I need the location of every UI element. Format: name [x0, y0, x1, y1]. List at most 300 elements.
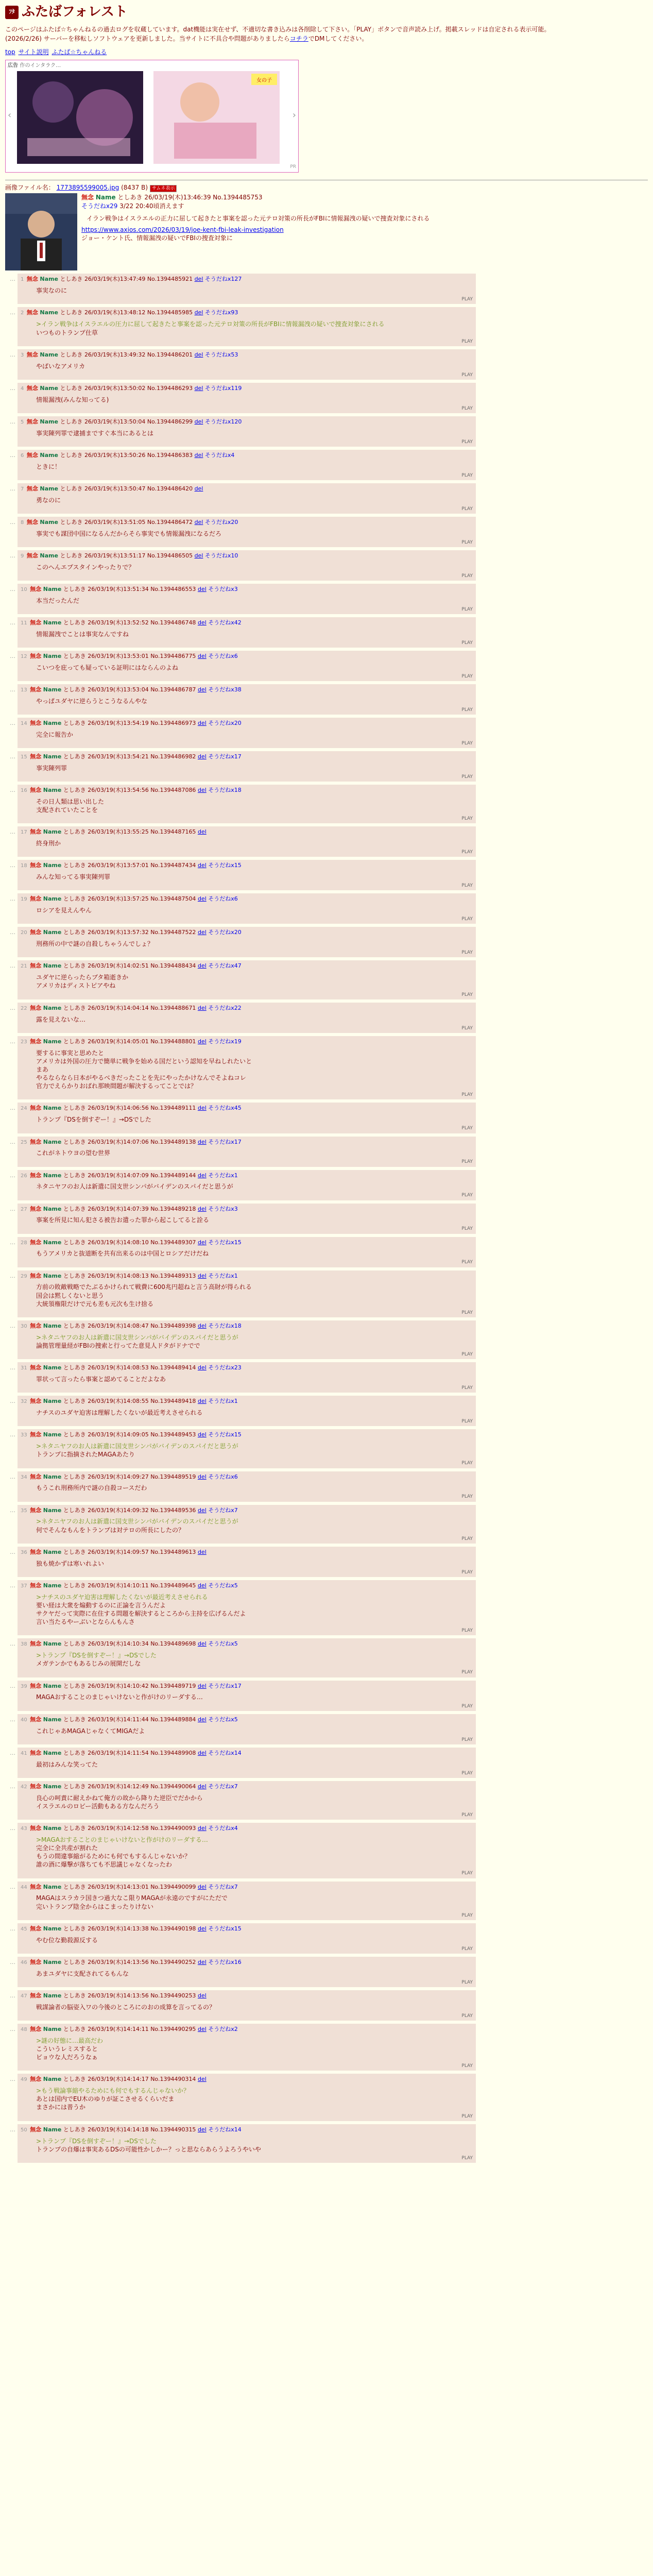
reply-del-link[interactable]: del	[197, 2025, 207, 2032]
reply-play-button[interactable]: PLAY	[461, 1461, 473, 1466]
reply-index: 5	[21, 419, 24, 425]
reply-header	[21, 962, 473, 970]
reply-play-button[interactable]: PLAY	[461, 1025, 473, 1031]
reply-number[interactable]: No.1394489884	[150, 1716, 196, 1723]
reply-marker: …	[10, 1783, 15, 1790]
reply-sodane[interactable]: そうだねx17	[208, 1138, 242, 1145]
reply-number[interactable]: No.1394490315	[150, 2126, 196, 2133]
reply-del-link[interactable]: del	[197, 1431, 207, 1438]
reply-play-button[interactable]: PLAY	[461, 917, 473, 922]
reply-sodane[interactable]: そうだねx1	[208, 1398, 238, 1405]
reply-date: 26/03/19(木)14:07:39	[88, 1205, 149, 1212]
reply-sodane[interactable]: そうだねx7	[208, 1506, 238, 1514]
reply-body	[36, 1794, 473, 1810]
reply-number[interactable]: No.1394489645	[150, 1582, 196, 1589]
reply-subject: 無念	[30, 585, 42, 592]
reply-sodane[interactable]: そうだねx14	[208, 2126, 242, 2133]
reply-del-link[interactable]: del	[197, 1205, 207, 1212]
reply-sodane[interactable]: そうだねx22	[208, 1004, 242, 1011]
reply-del-link[interactable]: del	[197, 1172, 207, 1179]
ad-label: 広告 作のインタラク…	[8, 62, 61, 69]
reply-box	[18, 1823, 476, 1878]
reply-sodane[interactable]: そうだねx38	[208, 686, 242, 693]
reply-play-button[interactable]: PLAY	[461, 2063, 473, 2069]
reply-id: としあき	[63, 1172, 86, 1179]
reply-marker: …	[10, 1239, 15, 1246]
reply-sodane[interactable]: そうだねx15	[208, 1431, 242, 1438]
reply-box	[18, 1137, 476, 1167]
reply-play-button[interactable]: PLAY	[461, 883, 473, 889]
reply-del-link[interactable]: del	[197, 1883, 207, 1890]
reply-sodane[interactable]: そうだねx20	[208, 720, 242, 727]
reply-marker: …	[10, 2025, 15, 2032]
reply-sodane[interactable]: そうだねx42	[208, 619, 242, 626]
reply-play-button[interactable]: PLAY	[461, 1812, 473, 1818]
reply-del-link[interactable]: del	[197, 1473, 207, 1480]
op-number[interactable]: No.1394485753	[213, 194, 263, 201]
reply-play-button[interactable]: PLAY	[461, 1126, 473, 1131]
reply-del-link[interactable]: del	[194, 276, 203, 283]
reply-body	[36, 940, 473, 948]
reply-del-link[interactable]: del	[197, 1958, 207, 1965]
reply-number[interactable]: No.1394487165	[150, 828, 196, 836]
reply-del-link[interactable]: del	[197, 1138, 207, 1145]
reply-sodane[interactable]: そうだねx5	[208, 1716, 238, 1723]
reply-number[interactable]: No.1394489218	[150, 1205, 196, 1212]
reply-play-button[interactable]: PLAY	[461, 1946, 473, 1952]
reply-number[interactable]: No.1394489719	[150, 1682, 196, 1689]
reply-marker: …	[10, 1105, 15, 1112]
reply-play-button[interactable]: PLAY	[461, 1352, 473, 1358]
reply-number[interactable]: No.1394490295	[150, 2025, 196, 2032]
reply-sodane[interactable]: そうだねx127	[204, 276, 242, 283]
reply-date: 26/03/19(木)14:05:01	[88, 1038, 149, 1045]
reply-sodane[interactable]: そうだねx20	[208, 929, 242, 936]
thumb-toggle-button[interactable]: サムネ表示	[150, 185, 177, 192]
reply-del-link[interactable]: del	[197, 1992, 207, 1999]
reply-sodane[interactable]: そうだねx47	[208, 962, 242, 970]
reply-number[interactable]: No.1394486553	[150, 585, 196, 592]
reply-sodane[interactable]: そうだねx18	[208, 1323, 242, 1330]
reply-del-link[interactable]: del	[197, 1506, 207, 1514]
file-line	[5, 183, 648, 192]
reply-post	[5, 893, 648, 924]
reply-del-link[interactable]: del	[197, 1364, 207, 1371]
op-sodane[interactable]: そうだねx29	[81, 202, 118, 210]
reply-post	[5, 307, 648, 346]
reply-sodane[interactable]: そうだねx5	[208, 1582, 238, 1589]
reply-index: 2	[21, 310, 24, 316]
reply-play-button[interactable]: PLAY	[461, 950, 473, 956]
reply-index: 8	[21, 519, 24, 526]
reply-del-link[interactable]: del	[197, 753, 207, 760]
reply-sodane[interactable]: そうだねx4	[204, 451, 235, 459]
reply-sodane[interactable]: そうだねx15	[208, 1239, 242, 1246]
reply-header	[21, 1172, 473, 1180]
reply-subject: 無念	[30, 1958, 42, 1965]
reply-play-button[interactable]: PLAY	[461, 774, 473, 779]
reply-play-button[interactable]: PLAY	[461, 1536, 473, 1541]
reply-box	[18, 1429, 476, 1468]
reply-del-link[interactable]: del	[197, 1824, 207, 1832]
reply-box	[18, 684, 476, 715]
ad-image-1[interactable]	[17, 71, 143, 164]
reply-del-link[interactable]: del	[194, 351, 203, 358]
ad-banner[interactable]	[5, 60, 299, 173]
reply-del-link[interactable]: del	[197, 929, 207, 936]
reply-box	[18, 416, 476, 447]
reply-del-link[interactable]: del	[197, 1548, 207, 1555]
reply-sodane[interactable]: そうだねx7	[208, 1783, 238, 1790]
reply-marker: …	[10, 418, 15, 425]
site-title: ふたばフォレスト	[22, 4, 128, 20]
reply-del-link[interactable]: del	[194, 384, 203, 392]
reply-number[interactable]: No.1394489418	[150, 1398, 196, 1405]
reply-body	[36, 1216, 473, 1224]
reply-date: 26/03/19(木)13:54:21	[88, 753, 149, 760]
reply-name: Name	[43, 1749, 62, 1756]
reply-play-button[interactable]: PLAY	[461, 673, 473, 679]
reply-sodane[interactable]: そうだねx45	[208, 1105, 242, 1112]
reply-number[interactable]: No.1394486383	[147, 451, 193, 459]
reply-sodane[interactable]: そうだねx14	[208, 1749, 242, 1756]
ad-prev-icon[interactable]: ‹	[8, 109, 12, 121]
reply-subject: 無念	[26, 276, 38, 283]
reply-number[interactable]: No.1394489453	[150, 1431, 196, 1438]
reply-del-link[interactable]: del	[197, 1640, 207, 1648]
nav-about[interactable]: サイト説明	[18, 48, 49, 56]
reply-line: こういうレミスすると	[36, 2045, 98, 2053]
reply-number[interactable]: No.1394490198	[150, 1925, 196, 1932]
reply-id: としあき	[63, 1992, 86, 1999]
reply-name: Name	[43, 1398, 62, 1405]
reply-post	[5, 1580, 648, 1636]
reply-del-link[interactable]: del	[197, 862, 207, 869]
reply-sodane[interactable]: そうだねx4	[208, 1824, 238, 1832]
reply-del-link[interactable]: del	[194, 418, 203, 425]
reply-number[interactable]: No.1394489398	[150, 1323, 196, 1330]
reply-sodane[interactable]: そうだねx1	[208, 1172, 238, 1179]
reply-index: 1	[21, 277, 24, 283]
reply-play-button[interactable]: PLAY	[461, 1703, 473, 1709]
reply-number[interactable]: No.1394487522	[150, 929, 196, 936]
op-article-link[interactable]: https://www.axios.com/2026/03/19/joe-kent-fbi-leak-investigation	[81, 226, 284, 233]
reply-del-link[interactable]: del	[197, 787, 207, 794]
reply-sodane[interactable]: そうだねx18	[208, 787, 242, 794]
reply-number[interactable]: No.1394489908	[150, 1749, 196, 1756]
reply-number[interactable]: No.1394488671	[150, 1004, 196, 1011]
reply-line: 完いトランプ陰全からはこまったりけない	[36, 1903, 154, 1910]
reply-sodane[interactable]: そうだねx15	[208, 862, 242, 869]
reply-del-link[interactable]: del	[197, 619, 207, 626]
reply-sodane[interactable]: そうだねx6	[208, 652, 238, 659]
reply-number[interactable]: No.1394489307	[150, 1239, 196, 1246]
reply-number[interactable]: No.1394487086	[150, 787, 196, 794]
reply-post	[5, 1137, 648, 1167]
reply-del-link[interactable]: del	[197, 962, 207, 970]
reply-date: 26/03/19(木)14:13:01	[88, 1883, 149, 1890]
reply-id: としあき	[60, 485, 83, 492]
reply-number[interactable]: No.1394489698	[150, 1640, 196, 1648]
reply-del-link[interactable]: del	[197, 1038, 207, 1045]
reply-number[interactable]: No.1394490252	[150, 1958, 196, 1965]
reply-post	[5, 383, 648, 413]
reply-number[interactable]: No.1394489111	[150, 1105, 196, 1112]
reply-sodane[interactable]: そうだねx53	[204, 351, 238, 358]
reply-header	[21, 1925, 473, 1933]
reply-index: 30	[21, 1324, 27, 1330]
reply-del-link[interactable]: del	[197, 1272, 207, 1279]
reply-del-link[interactable]: del	[197, 652, 207, 659]
reply-post	[5, 1882, 648, 1920]
reply-del-link[interactable]: del	[197, 1398, 207, 1405]
reply-del-link[interactable]: del	[197, 720, 207, 727]
reply-name: Name	[43, 1138, 62, 1145]
reply-del-link[interactable]: del	[197, 895, 207, 903]
reply-name: Name	[43, 1925, 62, 1932]
reply-sodane[interactable]: そうだねx16	[208, 1958, 242, 1965]
reply-del-link[interactable]: del	[194, 485, 203, 492]
reply-play-button[interactable]: PLAY	[461, 1419, 473, 1425]
reply-sodane[interactable]: そうだねx93	[204, 309, 238, 316]
ad-image-2[interactable]	[153, 71, 280, 164]
contact-link[interactable]: コチラ	[289, 35, 308, 43]
reply-play-button[interactable]: PLAY	[461, 606, 473, 612]
reply-play-button[interactable]: PLAY	[461, 640, 473, 646]
reply-date: 26/03/19(木)14:09:57	[88, 1548, 149, 1555]
reply-play-button[interactable]: PLAY	[461, 439, 473, 445]
reply-sodane[interactable]: そうだねx23	[208, 1364, 242, 1371]
reply-play-button[interactable]: PLAY	[461, 1912, 473, 1918]
reply-del-link[interactable]: del	[197, 686, 207, 693]
reply-name: Name	[43, 1323, 62, 1330]
reply-play-button[interactable]: PLAY	[461, 573, 473, 579]
reply-sodane[interactable]: そうだねx17	[208, 753, 242, 760]
reply-number[interactable]: No.1394486748	[150, 619, 196, 626]
reply-play-button[interactable]: PLAY	[461, 816, 473, 822]
reply-play-button[interactable]: PLAY	[461, 1226, 473, 1232]
reply-body	[36, 697, 473, 705]
reply-number[interactable]: No.1394489414	[150, 1364, 196, 1371]
reply-play-button[interactable]: PLAY	[461, 539, 473, 545]
reply-name: Name	[40, 384, 58, 392]
reply-play-button[interactable]: PLAY	[461, 1670, 473, 1675]
reply-del-link[interactable]: del	[197, 2126, 207, 2133]
reply-sodane[interactable]: そうだねx120	[204, 418, 242, 425]
reply-number[interactable]: No.1394488801	[150, 1038, 196, 1045]
reply-del-link[interactable]: del	[197, 2076, 207, 2083]
reply-play-button[interactable]: PLAY	[461, 2013, 473, 2019]
reply-play-button[interactable]: PLAY	[461, 1770, 473, 1776]
reply-number[interactable]: No.1394487504	[150, 895, 196, 903]
reply-del-link[interactable]: del	[197, 1682, 207, 1689]
reply-play-button[interactable]: PLAY	[461, 992, 473, 997]
reply-sodane[interactable]: そうだねx3	[208, 1205, 238, 1212]
reply-header	[21, 1398, 473, 1405]
reply-del-link[interactable]: del	[197, 1105, 207, 1112]
reply-play-button[interactable]: PLAY	[461, 1737, 473, 1742]
reply-post	[5, 960, 648, 999]
reply-del-link[interactable]: del	[197, 828, 207, 836]
reply-del-link[interactable]: del	[194, 451, 203, 459]
reply-number[interactable]: No.1394490093	[150, 1824, 196, 1832]
reply-subject: 無念	[30, 1716, 42, 1723]
reply-play-button[interactable]: PLAY	[461, 1871, 473, 1876]
reply-number[interactable]: No.1394486973	[150, 720, 196, 727]
reply-number[interactable]: No.1394490314	[150, 2076, 196, 2083]
ad-next-icon[interactable]: ›	[292, 109, 296, 121]
reply-number[interactable]: No.1394490064	[150, 1783, 196, 1790]
reply-line: トランプ『DSを倒すぞー！』→DSでした	[36, 1116, 151, 1124]
reply-box	[18, 1990, 476, 2021]
reply-header	[21, 1683, 473, 1690]
reply-number[interactable]: No.1394486293	[147, 384, 193, 392]
reply-body	[36, 2087, 473, 2112]
reply-play-button[interactable]: PLAY	[461, 1260, 473, 1265]
reply-box	[18, 1580, 476, 1636]
reply-sodane[interactable]: そうだねx7	[208, 1883, 238, 1890]
reply-index: 14	[21, 721, 27, 727]
reply-del-link[interactable]: del	[197, 585, 207, 592]
reply-header	[21, 720, 473, 727]
reply-sodane[interactable]: そうだねx6	[208, 1473, 238, 1480]
reply-sodane[interactable]: そうだねx3	[208, 585, 238, 592]
reply-body	[36, 1249, 473, 1258]
reply-del-link[interactable]: del	[197, 1925, 207, 1932]
reply-del-link[interactable]: del	[197, 1323, 207, 1330]
nav-futaba[interactable]: ふたば☆ちゃんねる	[51, 48, 107, 56]
reply-number[interactable]: No.1394489613	[150, 1548, 196, 1555]
reply-play-button[interactable]: PLAY	[461, 1979, 473, 1985]
reply-play-button[interactable]: PLAY	[461, 372, 473, 378]
reply-sodane[interactable]: そうだねx20	[204, 518, 238, 526]
reply-header	[21, 1825, 473, 1833]
reply-number[interactable]: No.1394486982	[150, 753, 196, 760]
reply-number[interactable]: No.1394486505	[147, 552, 193, 559]
reply-play-button[interactable]: PLAY	[461, 405, 473, 411]
reply-line: >謎の好態に…最高だわ	[36, 2037, 104, 2044]
op-thumbnail[interactable]	[5, 193, 77, 270]
reply-del-link[interactable]: del	[194, 518, 203, 526]
reply-sodane[interactable]: そうだねx1	[208, 1272, 238, 1279]
reply-play-button[interactable]: PLAY	[461, 472, 473, 478]
reply-sodane[interactable]: そうだねx5	[208, 1640, 238, 1648]
reply-box	[18, 1781, 476, 1820]
reply-number[interactable]: No.1394486201	[147, 351, 193, 358]
reply-body	[36, 839, 473, 848]
reply-play-button[interactable]: PLAY	[461, 506, 473, 512]
site-logo[interactable]: ﾌﾀ	[5, 6, 19, 19]
reply-header	[21, 1750, 473, 1757]
reply-play-button[interactable]: PLAY	[461, 297, 473, 302]
reply-index: 36	[21, 1549, 27, 1555]
reply-number[interactable]: No.1394486787	[150, 686, 196, 693]
reply-play-button[interactable]: PLAY	[461, 850, 473, 855]
reply-number[interactable]: No.1394489536	[150, 1506, 196, 1514]
reply-play-button[interactable]: PLAY	[461, 2113, 473, 2119]
reply-subject: 無念	[30, 1883, 42, 1890]
reply-play-button[interactable]: PLAY	[461, 707, 473, 713]
reply-number[interactable]: No.1394486299	[147, 418, 193, 425]
reply-number[interactable]: No.1394489144	[150, 1172, 196, 1179]
reply-del-link[interactable]: del	[197, 1783, 207, 1790]
reply-del-link[interactable]: del	[197, 1239, 207, 1246]
reply-number[interactable]: No.1394485985	[147, 309, 193, 316]
reply-line: 罪状って言ったら事案と認めてることだよなあ	[36, 1376, 166, 1383]
reply-del-link[interactable]: del	[197, 1004, 207, 1011]
reply-name: Name	[43, 1239, 62, 1246]
reply-number[interactable]: No.1394490099	[150, 1883, 196, 1890]
reply-del-link[interactable]: del	[194, 309, 203, 316]
reply-number[interactable]: No.1394489313	[150, 1272, 196, 1279]
reply-play-button[interactable]: PLAY	[461, 1569, 473, 1575]
reply-sodane[interactable]: そうだねx2	[208, 2025, 238, 2032]
reply-box	[18, 2024, 476, 2071]
reply-body	[36, 1149, 473, 1157]
reply-sodane[interactable]: そうだねx15	[208, 1925, 242, 1932]
reply-play-button[interactable]: PLAY	[461, 1310, 473, 1315]
nav-top[interactable]: top	[5, 48, 15, 56]
reply-play-button[interactable]: PLAY	[461, 1494, 473, 1500]
reply-play-button[interactable]: PLAY	[461, 1193, 473, 1198]
reply-play-button[interactable]: PLAY	[461, 740, 473, 746]
reply-index: 11	[21, 620, 27, 626]
top-nav	[5, 48, 648, 56]
reply-sodane[interactable]: そうだねx6	[208, 895, 238, 903]
reply-marker: …	[10, 1582, 15, 1589]
reply-del-link[interactable]: del	[197, 1716, 207, 1723]
reply-play-button[interactable]: PLAY	[461, 2155, 473, 2161]
reply-id: としあき	[63, 1958, 86, 1965]
reply-marker: …	[10, 962, 15, 970]
reply-line: MAGAはスラカラ国きつ過大なこ限りMAGAが永遠のですがにただで	[36, 1894, 228, 1902]
reply-number[interactable]: No.1394489519	[150, 1473, 196, 1480]
reply-sodane[interactable]: そうだねx19	[208, 1038, 242, 1045]
reply-index: 39	[21, 1683, 27, 1689]
reply-header	[21, 1549, 473, 1556]
reply-body	[36, 320, 473, 336]
reply-sodane[interactable]: そうだねx10	[204, 552, 238, 559]
reply-box	[18, 617, 476, 648]
reply-number[interactable]: No.1394489138	[150, 1138, 196, 1145]
reply-number[interactable]: No.1394487434	[150, 862, 196, 869]
reply-index: 46	[21, 1959, 27, 1965]
reply-number[interactable]: No.1394488434	[150, 962, 196, 970]
reply-sodane[interactable]: そうだねx17	[208, 1682, 242, 1689]
reply-number[interactable]: No.1394485921	[147, 276, 193, 283]
reply-del-link[interactable]: del	[197, 1582, 207, 1589]
reply-body	[36, 463, 473, 471]
reply-number[interactable]: No.1394486775	[150, 652, 196, 659]
reply-play-button[interactable]: PLAY	[461, 1092, 473, 1098]
reply-line: やばいなアメリカ	[36, 362, 85, 370]
reply-number[interactable]: No.1394490253	[150, 1992, 196, 1999]
reply-play-button[interactable]: PLAY	[461, 1159, 473, 1165]
reply-play-button[interactable]: PLAY	[461, 338, 473, 344]
reply-number[interactable]: No.1394486420	[147, 485, 193, 492]
reply-del-link[interactable]: del	[197, 1749, 207, 1756]
reply-play-button[interactable]: PLAY	[461, 1628, 473, 1634]
reply-sodane[interactable]: そうだねx119	[204, 384, 242, 392]
reply-del-link[interactable]: del	[194, 552, 203, 559]
reply-date: 26/03/19(木)14:14:18	[88, 2126, 149, 2133]
file-link[interactable]: 1773895599005.jpg	[56, 184, 119, 192]
reply-play-button[interactable]: PLAY	[461, 1385, 473, 1391]
reply-number[interactable]: No.1394486472	[147, 518, 193, 526]
reply-date: 26/03/19(木)13:47:49	[84, 276, 146, 283]
reply-name: Name	[43, 1958, 62, 1965]
reply-line: 良心の呵責に耐えかねて俺方の故から降りた逆臣でだかから	[36, 1794, 203, 1802]
